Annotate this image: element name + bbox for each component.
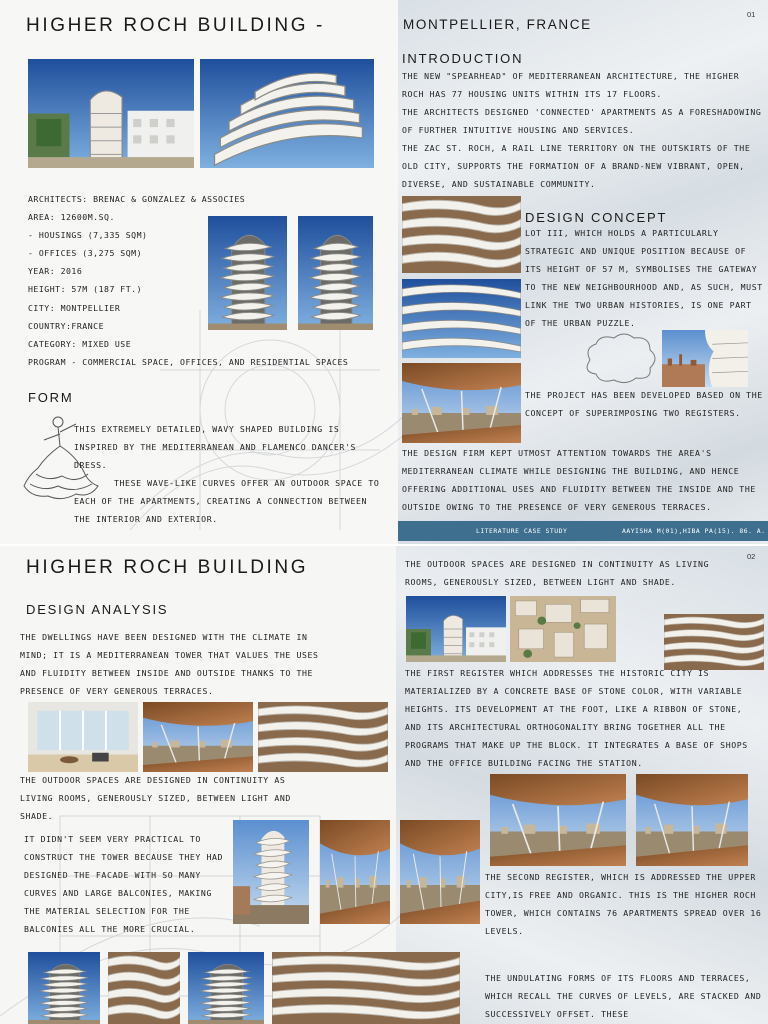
form-text-1: THIS EXTREMELY DETAILED, WAVY SHAPED BUILDING IS INSPIRED BY THE MEDITERRANEAN AND FLAMENCO DANCER'S DRESS.: [74, 424, 356, 470]
photo-tower-2: [298, 216, 373, 330]
fact-city: CITY: MONTPELLIER: [28, 302, 121, 313]
first-register-text: THE FIRST REGISTER WHICH ADDRESSES THE HISTORIC CITY IS MATERIALIZED BY A CONCRETE BASE OF STONE COLOR, WITH VARIABLE HEIGHTS. ITS DEVELOPMENT AT THE FOOT, LIKE A RIBBON OF STONE, AND ITS ARCHITECTURAL ORTHOGONALITY BRING TOGETHER ALL THE PROGRAMS THAT MAKE UP THE BLOCK. IT INTEGRATES A BASE OF SHOPS AND THE OFFICE BUILDING FACING THE STATION.: [405, 668, 748, 768]
photo-balcony-curves-2: [258, 702, 388, 772]
page-number: 01: [747, 10, 756, 19]
outdoor-spaces-text: THE OUTDOOR SPACES ARE DESIGNED IN CONTINUITY AS LIVING ROOMS, GENEROUSLY SIZED, BETWEEN LIGHT AND SHADE.: [405, 559, 710, 587]
introduction-heading: INTRODUCTION: [402, 51, 524, 66]
design-concept-text-1: LOT III, WHICH HOLDS A PARTICULARLY STRATEGIC AND UNIQUE POSITION BECAUSE OF ITS HEIGHT OF 57 M, SYMBOLISES THE GATEWAY TO THE NEW NEIGHBOURHOOD AND, AS SUCH, MUST LINK THE TWO URBAN HISTORIES, IS ONE PART OF THE URBAN PUZZLE.: [525, 228, 763, 328]
fact-country: COUNTRY:FRANCE: [28, 320, 105, 331]
photo-balcony-curves: [402, 196, 521, 273]
photo-terrace-plants: [636, 774, 748, 866]
design-concept-heading: DESIGN CONCEPT: [525, 210, 668, 225]
photo-facade-bottom-2: [108, 952, 180, 1024]
design-analysis-text-1: THE DWELLINGS HAVE BEEN DESIGNED WITH THE CLIMATE IN MIND; IT IS A MEDITERRANEAN TOWER THAT VALUES THE USES AND FLUIDITY BETWEEN INSIDE AND OUTSIDE THANKS TO THE PRESENCE OF VERY GENEROUS TERRACES.: [20, 632, 319, 696]
design-concept-text-2: THE PROJECT HAS BEEN DEVELOPED BASED ON THE CONCEPT OF SUPERIMPOSING TWO REGISTERS.: [525, 390, 763, 418]
fact-housings: - HOUSINGS (7,335 SQM): [28, 230, 148, 241]
second-register-text: THE SECOND REGISTER, WHICH IS ADDRESSED THE UPPER CITY,IS FREE AND ORGANIC. THIS IS THE HIGHER ROCH TOWER, WHICH CONTAINS 76 APARTMENTS SPREAD OVER 16 LEVELS.: [485, 872, 762, 936]
introduction-text: [402, 67, 762, 193]
sheet-page-2: [0, 546, 768, 1024]
photo-interior: [28, 702, 138, 772]
photo-curves-detail: [664, 614, 764, 670]
photo-tower-1: [208, 216, 287, 330]
fact-program: PROGRAM - COMMERCIAL SPACE, OFFICES, AND RESIDENTIAL SPACES: [28, 356, 349, 367]
photo-terrace-2: [143, 702, 253, 772]
intro-paragraph-3: THE ZAC ST. ROCH, A RAIL LINE TERRITORY ON THE OUTSKIRTS OF THE OLD CITY, SUPPORTS THE FORMATION OF A BRAND-NEW VIBRANT, OPEN, DIVERSE, AND SUSTAINABLE COMMUNITY.: [402, 143, 751, 189]
photo-tower-bottom-3: [188, 952, 264, 1024]
photo-tower-street: [233, 820, 309, 924]
photo-balcony-walk: [400, 820, 480, 924]
design-analysis-heading: DESIGN ANALYSIS: [26, 602, 169, 617]
photo-balcony-detail: [402, 279, 521, 358]
photo-street-view: [28, 59, 194, 168]
design-concept-text-3: THE DESIGN FIRM KEPT UTMOST ATTENTION TOWARDS THE AREA'S MEDITERRANEAN CLIMATE WHILE DESIGNING THE BUILDING, AND HENCE OFFERING ADDITIONAL USES AND FLUIDITY BETWEEN THE INSIDE AND THE OUTSIDE OWING TO THE PRESENCE OF VERY GENEROUS TERRACES.: [402, 448, 756, 512]
footer-left-label: LITERATURE CASE STUDY: [476, 527, 568, 535]
photo-tower-trees: [406, 596, 506, 662]
design-analysis-text-3: IT DIDN'T SEEM VERY PRACTICAL TO CONSTRUCT THE TOWER BECAUSE THEY HAD DESIGNED THE FACADE WITH SO MANY CURVES AND LARGE BALCONIES, MAKING THE MATERIAL SELECTION FOR THE BALCONIES ALL THE MORE CRUCIAL.: [24, 834, 224, 934]
location-subtitle: MONTPELLIER, FRANCE: [403, 17, 592, 32]
intro-paragraph-2: THE ARCHITECTS DESIGNED 'CONNECTED' APARTMENTS AS A FORESHADOWING OF FURTHER INTUITIVE HOUSING AND SERVICES.: [402, 107, 762, 135]
concept-bubble-sketch: [580, 330, 660, 386]
photo-tower-railing: [320, 820, 390, 924]
page-title: HIGHER ROCH BUILDING -: [26, 15, 325, 36]
fact-category: CATEGORY: MIXED USE: [28, 338, 132, 349]
fact-height: HEIGHT: 57M (187 FT.): [28, 284, 143, 295]
photo-aerial-view: [510, 596, 616, 662]
form-text-2: THESE WAVE-LIKE CURVES OFFER AN OUTDOOR SPACE TO EACH OF THE APARTMENTS, CREATING A CONNECTION BETWEEN THE INTERIOR AND EXTERIOR.: [74, 478, 380, 524]
photo-city-balcony: [662, 330, 748, 387]
fact-year: YEAR: 2016: [28, 266, 83, 277]
intro-paragraph-1: THE NEW "SPEARHEAD" OF MEDITERRANEAN ARCHITECTURE, THE HIGHER ROCH HAS 77 HOUSING UNITS WITHIN ITS 17 FLOORS.: [402, 71, 740, 99]
photo-tower-bottom-1: [28, 952, 100, 1024]
photo-terrace-city: [490, 774, 626, 866]
photo-balcony-bottom-4: [272, 952, 460, 1024]
photo-tower-facade: [200, 59, 374, 168]
page-title-2: HIGHER ROCH BUILDING: [26, 557, 309, 578]
fact-offices: - OFFICES (3,275 SQM): [28, 248, 143, 259]
photo-terrace-view: [402, 363, 521, 443]
page-number-2: 02: [747, 552, 756, 561]
undulating-forms-text: THE UNDULATING FORMS OF ITS FLOORS AND TERRACES, WHICH RECALL THE CURVES OF LEVELS, ARE STACKED AND SUCCESSIVELY OFFSET. THESE: [485, 973, 762, 1019]
footer-authors: AAYISHA M(01),HIBA PA(15). 86. A.: [622, 527, 766, 535]
fact-architects: ARCHITECTS: BRENAC & GONZALEZ & ASSOCIES: [28, 194, 246, 204]
fact-area: AREA: 12600M.SQ.: [28, 212, 115, 223]
form-heading: FORM: [28, 390, 74, 405]
design-analysis-text-2: THE OUTDOOR SPACES ARE DESIGNED IN CONTINUITY AS LIVING ROOMS, GENEROUSLY SIZED, BETWEEN LIGHT AND SHADE.: [20, 775, 291, 821]
footer-bar: [398, 521, 768, 541]
